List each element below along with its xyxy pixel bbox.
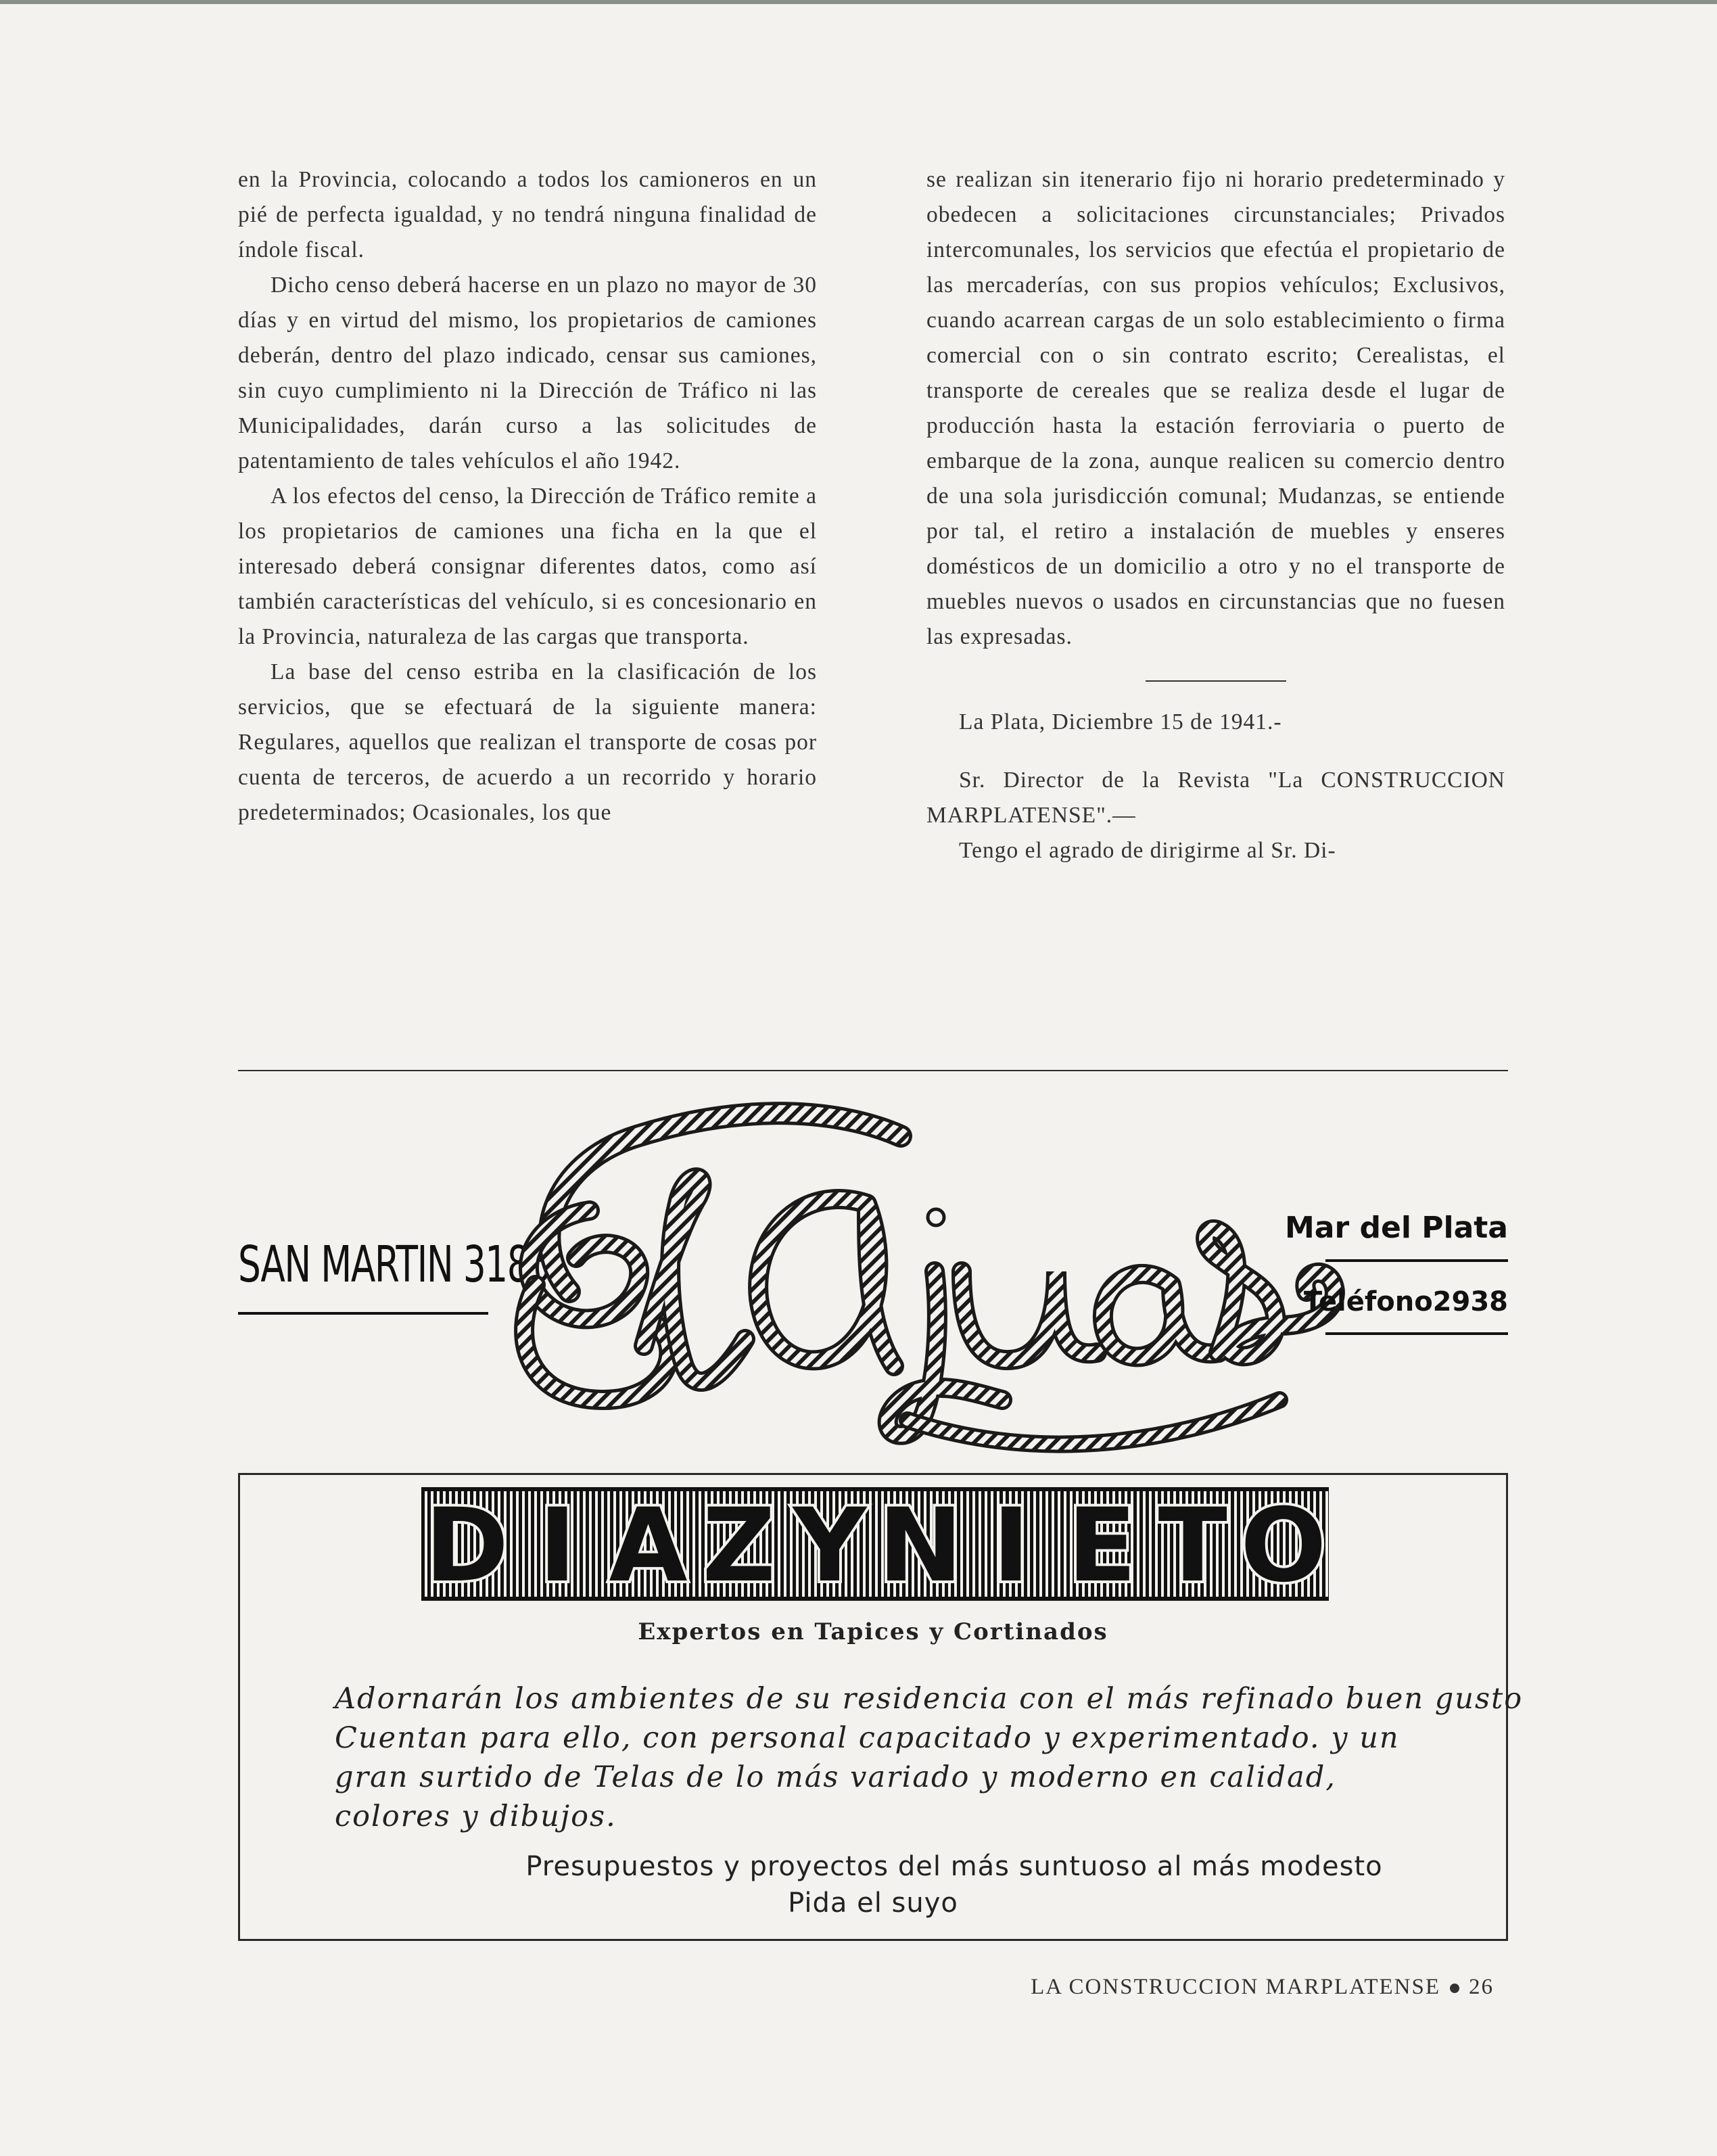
- brand-letter: D: [424, 1487, 509, 1601]
- paragraph: Dicho censo deberá hacerse en un plazo no mayor de 30 días y en virtud del mismo, los propietarios de camiones deberán, dentro del plazo indicado, censar sus camiones, sin cuyo cumplimiento ni la Dirección de Tráfico ni las Municipalidades, darán curso a las solicitudes de patentamiento de tales vehículos el año 1942.: [238, 273, 817, 473]
- diaz-footer: [240, 1848, 1506, 1921]
- top-edge-rule: [0, 0, 1717, 4]
- brand-letter: A: [609, 1487, 688, 1601]
- brand-letter: T: [1158, 1487, 1227, 1601]
- bullet-icon: [1450, 1984, 1459, 1993]
- letter-date: La Plata, Diciembre 15 de 1941.-: [959, 709, 1282, 734]
- diaz-y-nieto-logo: [421, 1487, 1329, 1601]
- request-line: Pida el suyo: [788, 1888, 958, 1919]
- ajuar-rope-logo: [488, 1082, 1557, 1461]
- diaz-y-nieto-advertisement: [238, 1473, 1524, 1941]
- brand-letter: N: [878, 1487, 963, 1601]
- article-left-column: [238, 162, 817, 830]
- paragraph: La base del censo estriba en la clasificación de los servicios, que se efectuará de la siguiente manera: Regulares, aquellos que realizan el transporte de cosas por cuenta de terceros, de acuerdo a un recorrido y horario predeterminados; Ocasionales, los que: [238, 659, 817, 825]
- description-line: Cuentan para ello, con personal capacitado y experimentado. y un: [335, 1721, 1400, 1755]
- description-line: gran surtido de Telas de lo más variado y moderno en calidad,: [335, 1760, 1336, 1794]
- ajuar-logo-text: El Ajuar: [488, 1082, 492, 1083]
- address-underline: [238, 1312, 488, 1315]
- brand-letter: E: [1067, 1487, 1137, 1601]
- diaz-subtitle: Expertos en Tapices y Cortinados: [638, 1618, 1108, 1645]
- brand-letter: I: [538, 1487, 577, 1601]
- letter-opening: Tengo el agrado de dirigirme al Sr. Di-: [959, 838, 1336, 863]
- city-underline: [1325, 1259, 1508, 1262]
- ajuar-city: Mar del Plata: [1285, 1211, 1508, 1245]
- diaz-description: [335, 1679, 1524, 1836]
- description-line: colores y dibujos.: [335, 1800, 617, 1833]
- ajuar-advertisement: [238, 1082, 1508, 1461]
- publication-name: LA CONSTRUCCION MARPLATENSE: [1031, 1975, 1440, 1999]
- article-ad-divider: [238, 1070, 1508, 1071]
- letter-salutation: Sr. Director de la Revista "La CONSTRUCCION MARPLATENSE".—: [926, 768, 1505, 828]
- description-line: Adornarán los ambientes de su residencia con el más refinado buen gusto: [335, 1682, 1524, 1716]
- page-number: 26: [1469, 1975, 1494, 1999]
- ajuar-address: SAN MARTIN 3185: [238, 1236, 551, 1294]
- brand-letter: O: [1240, 1487, 1327, 1601]
- page-footer: [1031, 1975, 1494, 2000]
- ajuar-phone: Teléfono2938: [1303, 1286, 1508, 1317]
- budget-line: Presupuestos y proyectos del más suntuoso al más modesto: [525, 1851, 1383, 1882]
- paragraph: en la Provincia, colocando a todos los camioneros en un pié de perfecta igualdad, y no tendrá ninguna finalidad de índole fiscal.: [238, 167, 817, 262]
- brand-letter: Z: [702, 1487, 776, 1601]
- paragraph: A los efectos del censo, la Dirección de Tráfico remite a los propietarios de camiones una ficha en la que el interesado deberá consignar diferentes datos, como así también características del vehículo, si es concesionario en la Provincia, naturaleza de las cargas que transporta.: [238, 484, 817, 649]
- section-separator: [1146, 680, 1286, 682]
- paragraph: se realizan sin itenerario fijo ni horario predeterminado y obedecen a solicitaciones circunstanciales; Privados intercomunales, los servicios que efectúa el propietario de las mercaderías, con sus propios vehículos; Exclusivos, cuando acarrean cargas de un solo establecimiento o firma comercial con o sin contrato escrito; Cerealistas, el transporte de cereales que se realiza desde el lugar de producción hasta la estación ferroviaria o puerto de embarque de la zona, aunque realicen su comercio dentro de una sola jurisdicción comunal; Mudanzas, se entiende por tal, el retiro a instalación de muebles y enseres domésticos de un domicilio a otro y no el transporte de muebles nuevos o usados en circunstancias que no fuesen las expresadas.: [926, 167, 1505, 649]
- phone-underline: [1325, 1332, 1508, 1335]
- brand-letter: I: [992, 1487, 1031, 1601]
- article-right-column: [926, 162, 1505, 868]
- brand-letter: Y: [793, 1487, 867, 1601]
